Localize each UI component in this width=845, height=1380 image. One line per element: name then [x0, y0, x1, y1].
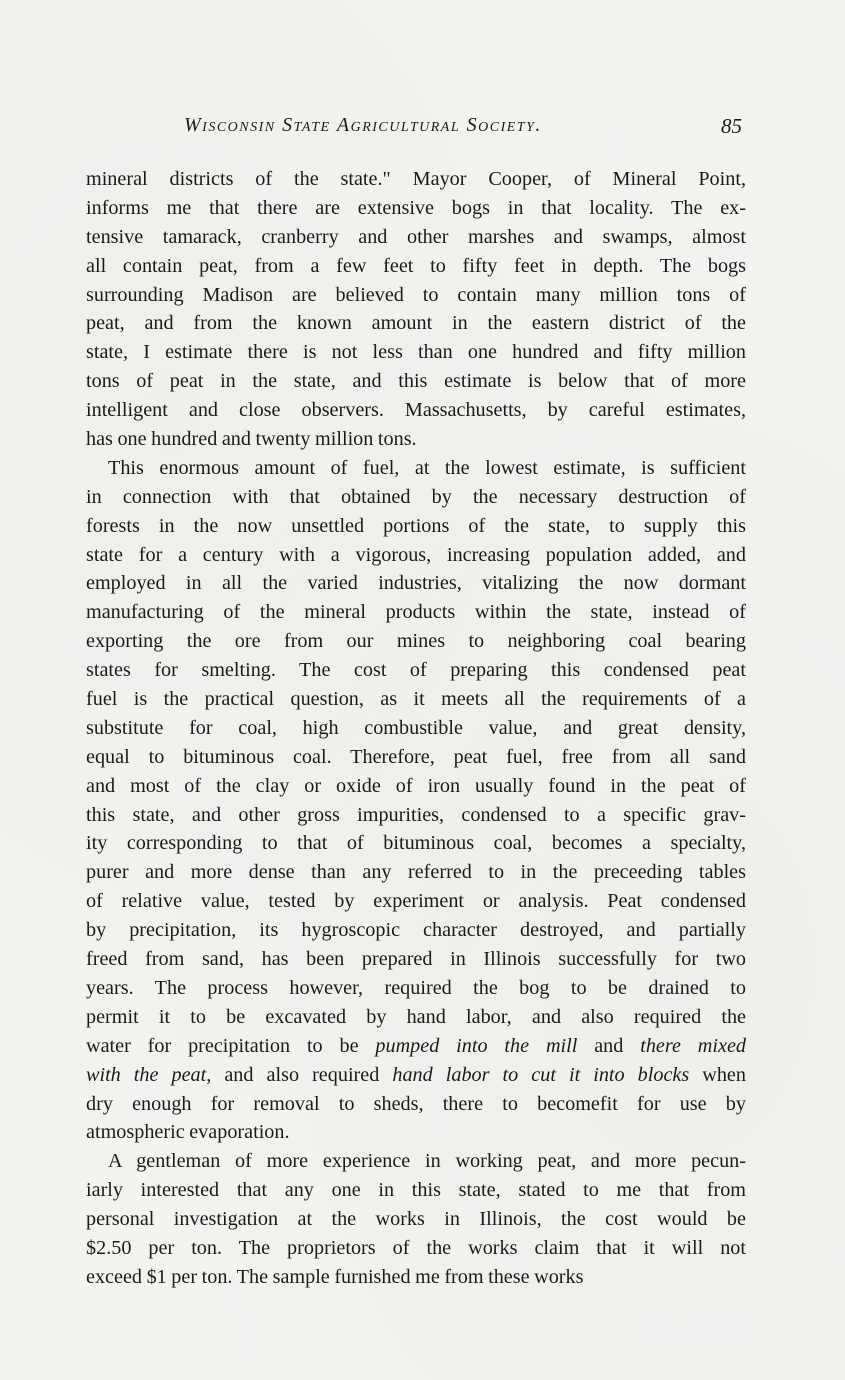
text-run: years. The process however, required the bog to be drained to	[86, 976, 746, 999]
text-line	[86, 252, 746, 281]
text-run: personal investigation at the works in Illinois, the cost would be	[86, 1208, 746, 1231]
text-line	[86, 396, 746, 425]
text-line	[86, 772, 746, 801]
text-line	[86, 801, 746, 830]
running-head	[86, 114, 746, 144]
italic-text: with the peat	[86, 1063, 207, 1086]
text-run: informs me that there are extensive bogs in that locality. The ex-	[86, 196, 746, 219]
text-line	[86, 223, 746, 252]
text-line	[86, 858, 746, 887]
text-run: state, I estimate there is not less than one hundred and fifty million	[86, 341, 746, 364]
text-run: atmospheric evaporation.	[86, 1121, 290, 1144]
text-line	[86, 454, 746, 483]
text-run: equal to bituminous coal. Therefore, peat fuel, free from all sand	[86, 745, 746, 768]
text-line	[86, 829, 746, 858]
paragraph	[86, 1147, 746, 1291]
text-run: states for smelting. The cost of preparing this condensed peat	[86, 659, 746, 682]
text-run: of relative value, tested by experiment or analysis. Peat condensed	[86, 890, 746, 913]
text-line	[86, 945, 746, 974]
text-run: mineral districts of the state." Mayor Cooper, of Mineral Point,	[86, 168, 746, 190]
text-run: peat, and from the known amount in the eastern district of the	[86, 312, 746, 335]
text-line	[86, 569, 746, 598]
text-line	[86, 1147, 746, 1176]
text-run: ity corresponding to that of bituminous coal, becomes a specialty,	[86, 832, 746, 855]
text-line	[86, 916, 746, 945]
italic-text: pumped into the mill	[375, 1034, 578, 1057]
paragraph	[86, 165, 746, 454]
text-line	[86, 338, 746, 367]
text-line	[86, 1003, 746, 1032]
text-run: forests in the now unsettled portions of the state, to supply this	[86, 514, 746, 537]
text-run: when	[689, 1063, 746, 1086]
text-run: A gentleman of more experience in working peat, and more pecun-	[108, 1150, 746, 1173]
text-run: employed in all the varied industries, vitalizing the now dormant	[86, 572, 746, 595]
text-line	[86, 656, 746, 685]
text-run: and most of the clay or oxide of iron usually found in the peat of	[86, 774, 746, 797]
text-run: manufacturing of the mineral products within the state, instead of	[86, 601, 746, 624]
text-run: fuel is the practical question, as it meets all the requirements of a	[86, 688, 746, 711]
text-line	[86, 743, 746, 772]
italic-text: there mixed	[640, 1034, 747, 1057]
text-line	[86, 685, 746, 714]
text-line	[86, 281, 746, 310]
text-line	[86, 1118, 746, 1147]
body-text	[86, 165, 746, 1292]
text-line	[86, 425, 746, 454]
text-run: exporting the ore from our mines to neighboring coal bearing	[86, 630, 746, 653]
text-run: exceed $1 per ton. The sample furnished me from these works	[86, 1265, 584, 1288]
page-number: 85	[721, 114, 742, 138]
text-line	[86, 194, 746, 223]
text-run: and	[577, 1034, 641, 1057]
text-line	[86, 512, 746, 541]
text-line	[86, 1176, 746, 1205]
text-run: iarly interested that any one in this state, stated to me that from	[86, 1179, 746, 1202]
text-run: by precipitation, its hygroscopic character destroyed, and partially	[86, 919, 746, 942]
text-line	[86, 598, 746, 627]
text-line	[86, 887, 746, 916]
text-run: this state, and other gross impurities, condensed to a specific grav-	[86, 803, 746, 826]
text-run: purer and more dense than any referred to in the preceeding tables	[86, 861, 746, 884]
text-line	[86, 1032, 746, 1061]
text-run: in connection with that obtained by the necessary destruction of	[86, 485, 746, 508]
text-run: all contain peat, from a few feet to fifty feet in depth. The bogs	[86, 254, 746, 277]
text-run: has one hundred and twenty million tons.	[86, 428, 417, 451]
running-title: Wisconsin State Agricultural Society.	[184, 114, 542, 136]
text-run: , and also required	[206, 1063, 393, 1086]
text-run: $2.50 per ton. The proprietors of the works claim that it will not	[86, 1236, 746, 1259]
text-run: freed from sand, has been prepared in Illinois successfully for two	[86, 948, 746, 971]
paragraph	[86, 454, 746, 1147]
text-line	[86, 1234, 746, 1263]
text-line	[86, 1263, 746, 1292]
text-line	[86, 165, 746, 194]
text-line	[86, 541, 746, 570]
text-line	[86, 1061, 746, 1090]
italic-text: hand labor to cut it into blocks	[392, 1063, 690, 1086]
text-line	[86, 974, 746, 1003]
text-line	[86, 367, 746, 396]
text-line	[86, 1205, 746, 1234]
text-run: This enormous amount of fuel, at the lowest estimate, is sufficient	[108, 456, 746, 479]
text-line	[86, 627, 746, 656]
text-line	[86, 714, 746, 743]
text-run: intelligent and close observers. Massachusetts, by careful estimates,	[86, 399, 746, 422]
text-run: surrounding Madison are believed to contain many million tons of	[86, 283, 746, 306]
text-line	[86, 483, 746, 512]
text-line	[86, 1090, 746, 1119]
text-run: tons of peat in the state, and this estimate is below that of more	[86, 370, 746, 393]
text-line	[86, 309, 746, 338]
text-run: water for precipitation to be	[86, 1034, 376, 1057]
text-run: state for a century with a vigorous, increasing population added, and	[86, 543, 746, 566]
text-run: tensive tamarack, cranberry and other marshes and swamps, almost	[86, 225, 746, 248]
text-run: permit it to be excavated by hand labor, and also required the	[86, 1005, 746, 1028]
text-run: substitute for coal, high combustible value, and great density,	[86, 716, 746, 739]
text-run: dry enough for removal to sheds, there to becomefit for use by	[86, 1092, 746, 1115]
